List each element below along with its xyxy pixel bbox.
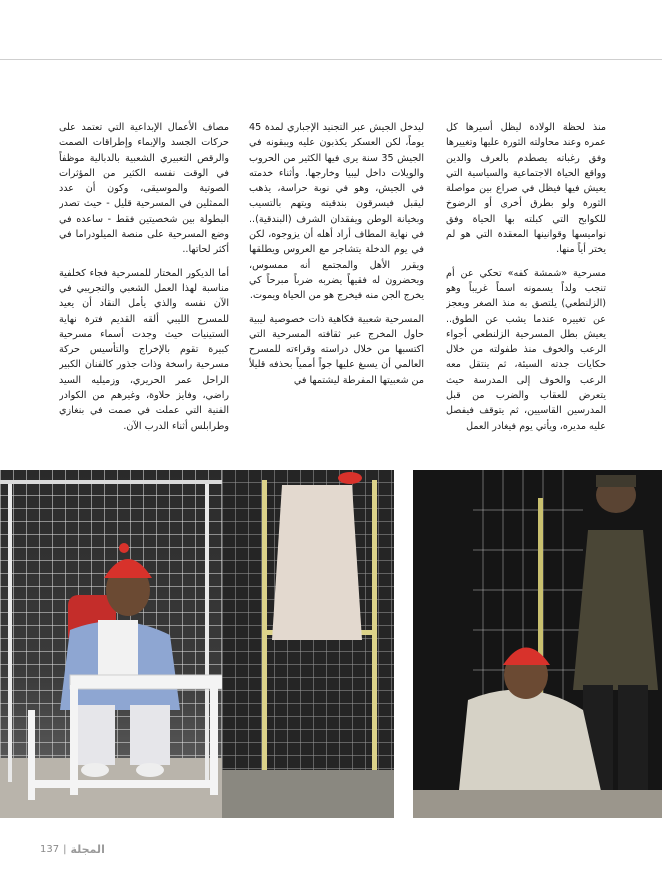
magazine-logo: المجلة — [70, 843, 105, 856]
actor-chair-photo — [0, 470, 222, 818]
top-rule — [0, 59, 662, 60]
page-number: 137 — [40, 844, 60, 855]
paragraph: ليدخل الجيش عبر التجنيد الإجباري لمدة 45 يوماً، لكن العسكر يكذبون عليه ويبقونه في الجيش 35 سنة يرى فيها الكثير من الحروب والويلات داخل ليبيا وخارجها. وأثناء خدمته في الجيش، وهو في نوبة حراسة، يذهب ليقبل فيسرقون بندقيته ويتهم بالتسيب وبخيانة الوطن ويفقدان الشرف (البندقية).. في نهاية المطاف أراد أهله أن يزوجوه، لكن في يوم الدخلة يتشاجر مع العروس ويطلقها ويقرر الأهل والمجتمع أنه ممسوس، ويحضرون له فقيهاً يضربه ضرباً مبرحاً كي يخرج الجن منه فيخرج هو من الحياة ويموت. — [249, 122, 424, 302]
paragraph: المسرحية شعبية فكاهية ذات خصوصية ليبية حاول المخرج عبر ثقافته المسرحية التي اكتسبها من خلال دراسته وقراءته للمسرح العالمي أن يسبغ عليها جواً أممياً بحذفه قليلاً من شعبيتها المفرطة ليشتمها في — [249, 313, 424, 386]
paragraph: مسرحية «شمشة كفه» تحكي عن أم تنجب ولداً يسمونه اسماً غريباً وهو (الزلنطعي) يلتصق به منذ الصغر ويعجز عن تغييره عندما يشب عن الطوق.. يعيش بطل المسرحية الزلنطعي أجواء الرعب والخوف منذ طفولته من خلال حكايات جدته السيئة، ثم ينتقل معه الرعب والخوف إلى المدرسة حيث يتعرض للعقاب والضرب من قبل المدرسين القاسيين، ثم يتوقف فيفصل عليه مديره، ويأتي يوم فيغادر العمل — [446, 267, 606, 432]
paragraph: مصاف الأعمال الإبداعية التي تعتمد على حركات الجسد والإيماء وإطراقات الصمت والرقص التعبيري الشعبية بالدبالية موظفاً في الوقت نفسه الكثير من المؤثرات الصوتية والموسيقى، وكون أن عدد الممثلين في المسرحية قليل - حيث تصدر البطولة بين شخصيتين فقط - ساعده في وضع المسرحية على منصة الميلودراما في أكثر لحاتها.. — [59, 122, 229, 256]
paragraph: منذ لحظة الولادة ليظل أسيرها كل عمره وعند محاولته الثورة عليها وتغييرها وفق رغباته يصطدم بالعرف والدين وواقع الحياة الاجتماعية والسياسية التي يعيش فيها فيظل في صراع بين مواصلة الثورة ولو بطرق أخرى أو الرضوخ للكوابح التي كبلته بها الحياة وفق نواميسها وقوانينها المعقدة التي هو لم يختر أياً منها. — [446, 122, 606, 256]
text-column-right — [446, 120, 606, 450]
text-column-left — [59, 120, 229, 450]
actor-chair-illustration — [0, 470, 222, 818]
costume-photo — [222, 470, 394, 818]
costume-illustration — [222, 470, 394, 818]
page-footer — [40, 843, 105, 856]
two-actors-photo — [413, 470, 662, 818]
footer-separator: | — [63, 844, 67, 855]
text-column-middle — [249, 120, 424, 450]
two-actors-illustration — [413, 470, 662, 818]
paragraph: أما الديكور المختار للمسرحية فجاء كخلفية مناسبة لهذا العمل الشعبي والتجريبي في الآن نفسه والذي يأمل النقاد أن يعيد للمسرح الليبي ألقه القديم فترة نهاية الستينيات حيث وجدت أسماء مسرحية كبيرة تقوم بالإخراج والتأسيس حركة مسرحية راسخة وذات جذور كالفنان الكبير الراحل عمر الحريري، وزميليه السيد راضي، وفايز حلاوة، وغيرهم من الكوادر الفنية التي عملت في صمت في بنغازي وطرابلس أثناء الدرب الآن. — [59, 267, 229, 432]
